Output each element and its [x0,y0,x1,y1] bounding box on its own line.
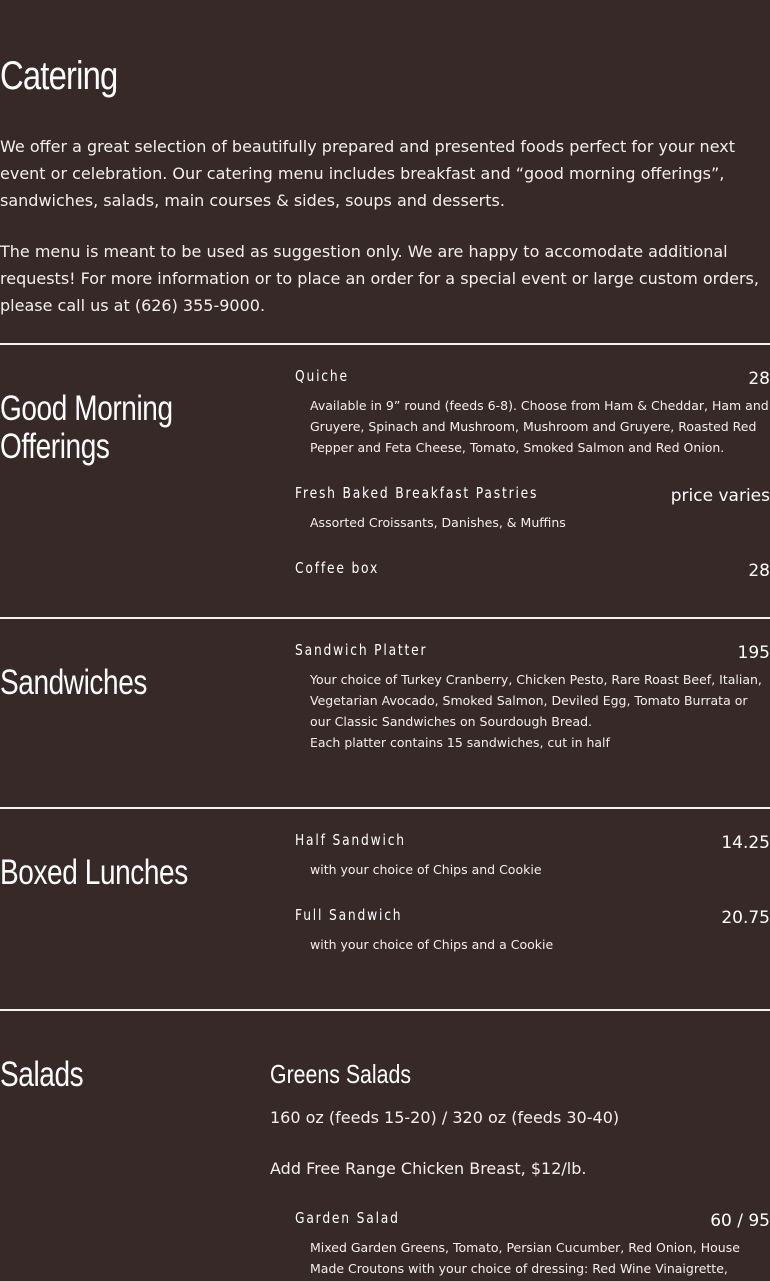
item-name: Fresh Baked Breakfast Pastries [295,484,539,502]
item-description-line: Available in 9” round (feeds 6-8). Choose from Ham & Cheddar, Ham and [310,398,769,413]
item-description-line: our Classic Sandwiches on Sourdough Bread. [310,714,593,729]
item-name: Quiche [295,367,349,385]
intro-paragraph-1: We offer a great selection of beautifully prepared and presented foods perfect for your next event or celebration. Our catering menu includes breakfast and “good morning offerings”, sandwiches, salads, main courses & sides, soups and desserts. [0,137,735,210]
section-title: Sandwiches [0,663,147,702]
item-description-line: Each platter contains 15 sandwiches, cut in half [310,735,610,750]
item-description-line: with your choice of Chips and a Cookie [310,937,554,952]
section-title-line-2: Offerings [0,427,110,466]
section-title [0,390,173,466]
section-divider [0,617,770,619]
item-price: 28 [748,369,770,389]
item-description [310,512,760,533]
item-name: Sandwich Platter [295,641,428,659]
item-price: 20.75 [721,908,770,928]
section-title: Boxed Lunches [0,853,188,892]
section-divider [0,1009,770,1011]
item-price: 28 [748,561,770,581]
section-title-line-1: Good Morning [0,389,173,428]
item-price: 195 [737,643,770,663]
addon-note: Add Free Range Chicken Breast, $12/lb. [270,1159,587,1178]
item-description [310,669,760,753]
item-price: price varies [670,486,770,506]
intro-paragraph-2: The menu is meant to be used as suggestion only. We are happy to accomodate additional requests! For more information or to place an order for a special event or large custom orders, please call us at (626) 355-9000. [0,242,759,315]
item-price: 14.25 [721,833,770,853]
subsection-title: Greens Salads [270,1059,412,1089]
page-title: Catering [0,54,118,98]
item-description-line: Mixed Garden Greens, Tomato, Persian Cucumber, Red Onion, House [310,1240,740,1255]
item-description [310,859,760,880]
section-divider [0,343,770,345]
item-price: 60 / 95 [710,1211,770,1231]
item-description-line: Your choice of Turkey Cranberry, Chicken Pesto, Rare Roast Beef, Italian, [310,672,762,687]
item-description-line: Vegetarian Avocado, Smoked Salmon, Deviled Egg, Tomato Burrata or [310,693,748,708]
section-title: Salads [0,1055,84,1094]
item-name: Full Sandwich [295,906,403,924]
item-name: Garden Salad [295,1209,400,1227]
item-description [310,395,769,458]
item-name: Coffee box [295,559,380,577]
section-divider [0,807,770,809]
item-description-line: Gruyere, Spinach and Mushroom, Mushroom and Gruyere, Roasted Red [310,419,757,434]
item-description [310,1237,760,1279]
item-description-line: Made Croutons with your choice of dressing: Red Wine Vinaigrette, [310,1261,728,1276]
item-name: Half Sandwich [295,831,406,849]
item-description-line: with your choice of Chips and Cookie [310,862,542,877]
size-note: 160 oz (feeds 15-20) / 320 oz (feeds 30-40) [270,1108,620,1127]
item-description [310,934,760,955]
item-description-line: Pepper and Feta Cheese, Tomato, Smoked Salmon and Red Onion. [310,440,725,455]
item-description-line: Assorted Croissants, Danishes, & Muffins [310,515,566,530]
